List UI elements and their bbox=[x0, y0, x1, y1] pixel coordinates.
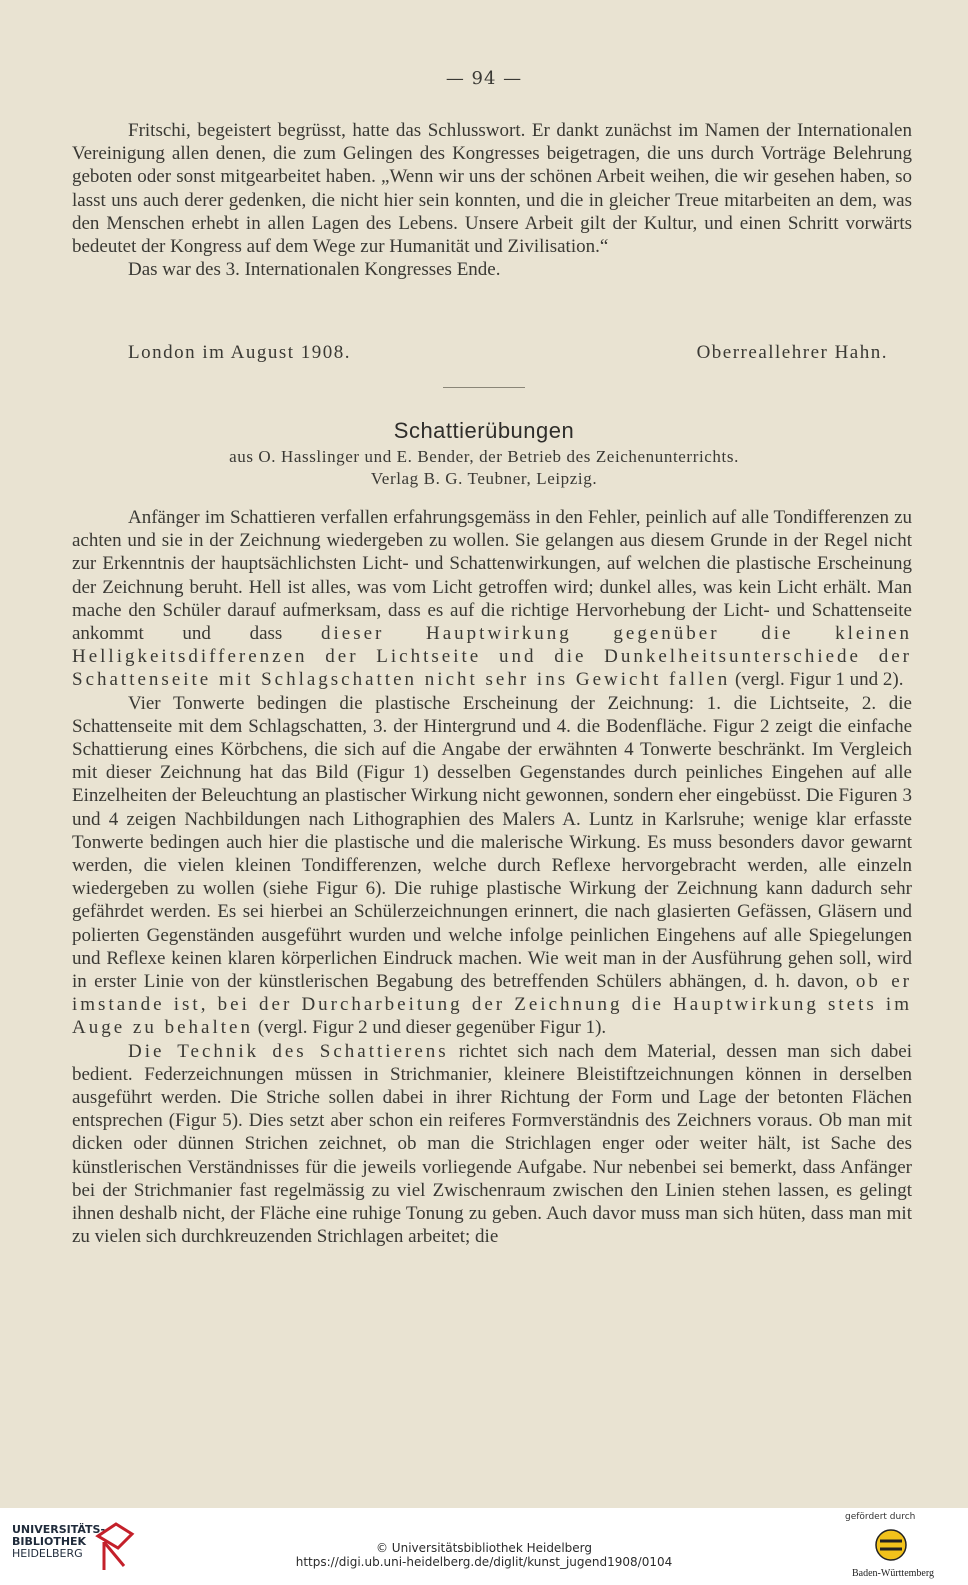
spaced-emphasis: ob er imstande ist, bei der Durcharbeitung der Zeichnung die Hauptwirkung stets im Auge zu behalten bbox=[72, 971, 913, 1039]
library-name-line: BIBLIOTHEK bbox=[12, 1535, 87, 1548]
text-run: richtet sich nach dem Material, dessen man sich dabei bedient. Federzeichnungen müssen in Strichmanier, kleinere Bleistiftzeichnungen können in derselben ausgeführt werden. Die Striche sollen dabei in ihrer Richtung der Form und Lage der betonten Flächen entsprechen (Figur 5). Dies setzt aber schon ein reiferes Formverständnis des Zeichners voraus. Ob man mit dicken oder dünnen Strichen zeichnet, ob man die Strichlagen enger oder weiter hält, ist Sache des künstlerischen Verständnisses für die jeweils vorliegende Aufgabe. Nur nebenbei sei bemerkt, dass Anfänger bei der Strichmanier fast regelmässig zu viel Zwischenraum zwischen den Linien stehen lassen, es gelingt ihnen deshalb nicht, der Fläche eine ruhige Tonung zu geben. Auch davor muss man sich hüten, dass man mit zu vielen sich durchkreuzenden Strichlagen arbeitet; die bbox=[72, 1040, 912, 1248]
body-text bbox=[72, 506, 912, 1249]
text-run: Anfänger im Schattieren verfallen erfahrungsgemäss in den Fehler, peinlich auf alle Tondifferenzen zu achten und sie in der Zeichnung wiedergeben zu wollen. Sie gelangen aus diesem Grunde in der Regel nicht zur Erkenntnis der hauptsächlichsten Licht- und Schattenwirkungen, auf welchen die plastische Erscheinung der Zeichnung beruht. Hell ist alles, was vom Licht getroffen wird; dunkel alles, was kein Licht erhält. Man mache den Schüler darauf aufmerksam, dass es auf die richtige Hervorhebung der Licht- und Schattenseite ankommt und dass bbox=[72, 507, 912, 645]
source-line: aus O. Hasslinger und E. Bender, der Betrieb des Zeichenunterrichts. bbox=[229, 447, 739, 466]
section-title: Schattierübungen bbox=[393, 418, 575, 443]
state-crest-icon bbox=[874, 1528, 908, 1562]
digitization-footer bbox=[0, 1508, 968, 1585]
publisher-line: Verlag B. G. Teubner, Leipzig. bbox=[370, 469, 598, 488]
text-run: Vier Tonwerte bedingen die plastische Erscheinung der Zeichnung: 1. die Lichtseite, 2. die Schattenseite mit dem Schlagschatten, 3. der Hintergrund und 4. die Bodenfläche. Figur 2 zeigt die einfache Schattierung eines Körbchens, die sich auf die Angabe der erwähnten 4 Tonwerte beschränkt. Im Vergleich mit dieser Zeichnung hat das Bild (Figur 1) desselben Gegenstandes durch peinliches Eingehen auf alle Einzelheiten der Beleuchtung an plastischer Wirkung nicht gewonnen, sondern eher eingebüsst. Die Figuren 3 und 4 zeigen Nachbildungen nach Lithographien des Malers A. Luntz in Karlsruhe; wenige klar erfasste Tonwerte bedingen auch hier die plastische und die malerische Wirkung. Es muss besonders davor gewarnt werden, die vielen kleinen Tondifferenzen, welche durch Reflexe hervorgebracht werden, alle einzeln wiedergeben zu wollen (siehe Figur 6). Die ruhige plastische Wirkung der Zeichnung kann dadurch sehr gefährdet werden. Es sei hierbei an Schülerzeichnungen erinnert, die nach glasierten Gefässen, Gläsern und polierten Gegenständen ausgeführt wurden und welche infolge peinlichen Eingehens auf alle Spiegelungen und Reflexe keinen klaren körperlichen Eindruck machen. Wie weit man in der Ausführung gehen soll, wird in erster Linie von der künstlerischen Begabung des betreffenden Schülers abhängen, d. h. davon, bbox=[72, 692, 912, 993]
text-run: (vergl. Figur 1 und 2). bbox=[730, 669, 904, 691]
place-date: London im August 1908. bbox=[128, 342, 352, 363]
signature-line bbox=[128, 342, 888, 364]
spaced-emphasis: Die Technik des Schattierens bbox=[128, 1040, 449, 1062]
source-url-link[interactable]: https://digi.ub.uni-heidelberg.de/diglit/kunst_jugend1908/0104 bbox=[295, 1555, 673, 1569]
library-name-line: HEIDELBERG bbox=[12, 1547, 83, 1560]
body-paragraph-2 bbox=[72, 692, 912, 1040]
spaced-emphasis: dieser Hauptwirkung gegenüber die kleinen Helligkeitsdifferenzen der Lichtseite und die Dunkelheitsunterschiede der Schattenseite mit Schlagschatten nicht sehr ins Gewicht fallen bbox=[72, 623, 913, 691]
section-divider bbox=[443, 387, 525, 388]
copyright-text: © Universitätsbibliothek Heidelberg bbox=[375, 1541, 592, 1555]
author-name: Oberreallehrer Hahn. bbox=[696, 342, 888, 363]
intro-paragraph: Das war des 3. Internationalen Kongresses Ende. bbox=[128, 259, 501, 281]
state-name: Baden-Württemberg bbox=[852, 1568, 935, 1579]
text-run: (vergl. Figur 2 und dieser gegenüber Figur 1). bbox=[252, 1017, 607, 1039]
page-number: — 94 — bbox=[445, 68, 523, 89]
intro-paragraph: Fritschi, begeistert begrüsst, hatte das Schlusswort. Er dankt zunächst im Namen der Internationalen Vereinigung allen denen, die zum Gelingen des Kongresses beigetragen, die uns durch Vorträge Belehrung geboten oder sonst mitgearbeitet haben. „Wenn wir uns der schönen Arbeit weihen, die wir gesehen haben, so lasst uns auch derer gedenken, die nicht hier sein konnten, und die in gleicher Treue mitarbeiten an dem, was den Menschen erhebt in allen Lagen des Lebens. Unsere Arbeit gilt der Kultur, und einen Schritt vorwärts bedeutet der Kongress auf dem Wege zur Humanität und Zivilisation.“ bbox=[72, 120, 912, 258]
intro-text bbox=[72, 119, 912, 281]
body-paragraph-3 bbox=[72, 1040, 912, 1249]
funding-label: gefördert durch bbox=[845, 1512, 916, 1522]
library-name-line: UNIVERSITÄTS- bbox=[12, 1523, 106, 1536]
body-paragraph-1 bbox=[72, 506, 912, 692]
